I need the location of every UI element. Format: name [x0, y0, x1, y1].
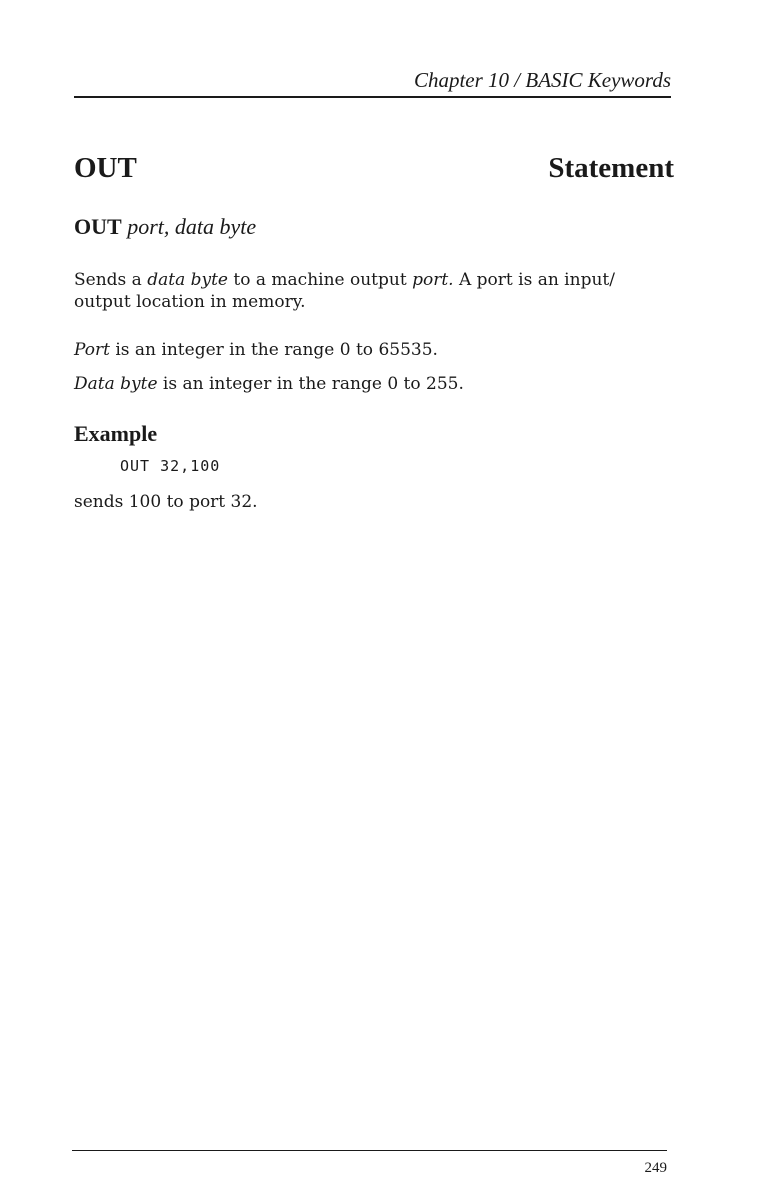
- syntax-keyword: OUT: [74, 214, 122, 239]
- header-rule: [74, 96, 671, 98]
- example-code: OUT 32,100: [120, 457, 221, 475]
- example-result: sends 100 to port 32.: [74, 492, 258, 512]
- example-heading: Example: [74, 421, 158, 446]
- keyword-title: OUT: [74, 152, 137, 184]
- syntax-line: [74, 212, 256, 242]
- entry-title-row: [74, 150, 674, 186]
- page-number: 249: [644, 1160, 667, 1176]
- footer-rule: [72, 1150, 667, 1151]
- description-paragraph: Sends a data byte to a machine output port. A port is an input/ output location in memory.: [74, 270, 615, 312]
- keyword-type: Statement: [548, 152, 674, 184]
- running-header: Chapter 10 / BASIC Keywords: [413, 68, 671, 92]
- data-byte-range-paragraph: Data byte is an integer in the range 0 to 255.: [74, 374, 464, 394]
- syntax-arguments: port, data byte: [127, 214, 257, 239]
- port-range-paragraph: Port is an integer in the range 0 to 65535.: [74, 340, 438, 360]
